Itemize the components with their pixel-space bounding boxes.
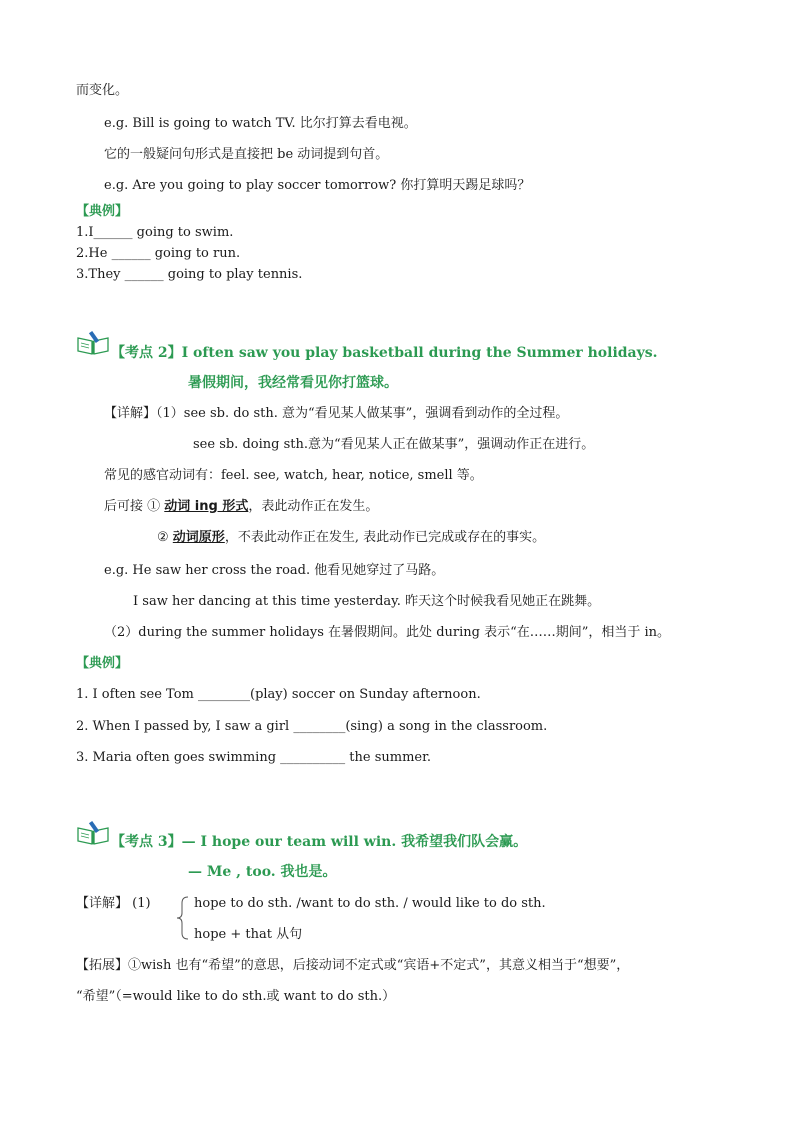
usage-desc: ，不表此动作正在发生, 表此动作已完成或存在的事实。 xyxy=(224,530,546,545)
exercise-item: 3.They ______ going to play tennis. xyxy=(76,267,303,282)
brace-icon xyxy=(176,896,190,940)
example-sentence: e.g. He saw her cross the road. 他看见她穿过了马路。 xyxy=(104,563,445,578)
keypoint-title: 【考点 3】— I hope our team will win. 我希望我们队会赢。 xyxy=(111,834,528,850)
senses-text: 常见的感官动词有：feel. see, watch, hear, notice, smell 等。 xyxy=(104,468,483,483)
extension-text: “希望”（=would like to do sth.或 want to do sth.） xyxy=(76,989,396,1004)
detail-label: 【详解】 (1) xyxy=(76,896,151,911)
keypoint-title-translation: 暑假期间，我经常看见你打篮球。 xyxy=(188,375,398,391)
book-pen-icon xyxy=(76,820,110,846)
example-sentence: e.g. Bill is going to watch TV. 比尔打算去看电视。 xyxy=(104,116,417,131)
detail-text: 【详解】（1）see sb. do sth. 意为“看见某人做某事”，强调看到动作的全过程。 xyxy=(104,406,569,421)
detail-text: （2）during the summer holidays 在暑假期间。此处 during 表示“在……期间”，相当于 in。 xyxy=(104,625,671,640)
book-pen-icon xyxy=(76,330,110,356)
exercise-item: 3. Maria often goes swimming __________ the summer. xyxy=(76,750,432,765)
usage-prefix: 后可接 ① xyxy=(104,499,165,514)
exercise-item: 2.He ______ going to run. xyxy=(76,246,241,261)
keypoint-title-reply: — Me , too. 我也是。 xyxy=(188,864,337,880)
example-sentence: I saw her dancing at this time yesterday. 昨天这个时候我看见她正在跳舞。 xyxy=(133,594,601,609)
usage-line xyxy=(157,529,545,547)
keypoint-title: 【考点 2】I often saw you play basketball during the Summer holidays. xyxy=(111,345,658,361)
exercise-item: 1.I______ going to swim. xyxy=(76,225,234,240)
usage-line xyxy=(104,498,378,516)
rule-text: 它的一般疑问句形式是直接把 be 动词提到句首。 xyxy=(104,147,389,162)
detail-text: see sb. doing sth.意为“看见某人正在做某事”，强调动作正在进行。 xyxy=(193,437,595,452)
usage-desc: ，表此动作正在发生。 xyxy=(248,499,379,514)
exercise-item: 1. I often see Tom ________(play) soccer on Sunday afternoon. xyxy=(76,687,481,702)
usage-term: 动词原形 xyxy=(172,530,225,545)
exercise-item: 2. When I passed by, I saw a girl ________(sing) a song in the classroom. xyxy=(76,719,548,734)
usage-term: 动词 ing 形式 xyxy=(164,499,249,514)
example-heading: 【典例】 xyxy=(76,656,129,671)
example-sentence: e.g. Are you going to play soccer tomorrow? 你打算明天踢足球吗？ xyxy=(104,178,531,193)
example-heading: 【典例】 xyxy=(76,204,129,219)
option-line: hope to do sth. /want to do sth. / would like to do sth. xyxy=(194,896,546,911)
usage-prefix: ② xyxy=(157,530,173,545)
option-line: hope + that 从句 xyxy=(194,927,303,942)
extension-text: 【拓展】①wish 也有“希望”的意思，后接动词不定式或“宾语+不定式”，其意义相当于“想要”， xyxy=(76,958,630,973)
text-line: 而变化。 xyxy=(76,83,129,98)
